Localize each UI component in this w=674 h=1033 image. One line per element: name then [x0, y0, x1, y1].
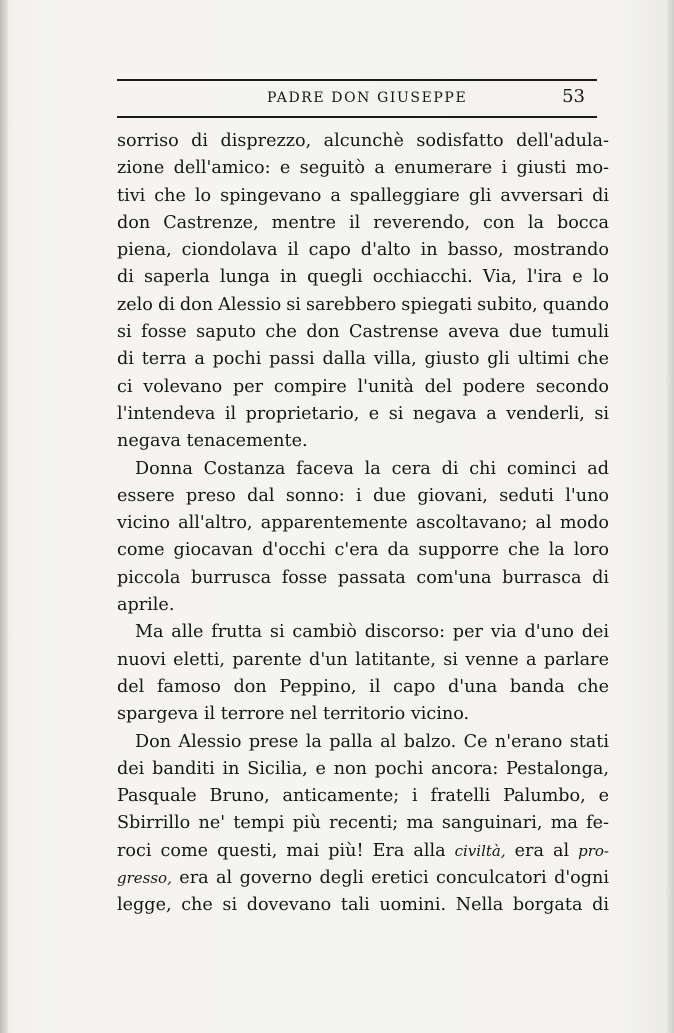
text-segment: roci come questi, mai più! Era alla — [117, 840, 455, 861]
text-line: Sbirrillo ne' tempi più recenti; ma sanguinari, ma fe- — [117, 813, 609, 834]
text-line: si fosse saputo che don Castrense aveva due tumuli — [117, 322, 609, 343]
page-number: 53 — [562, 86, 585, 107]
body-text — [117, 128, 609, 920]
text-line: piena, ciondolava il capo d'alto in basso, mostrando — [117, 240, 609, 261]
paragraph-start-line: Ma alle frutta si cambiò discorso: per via d'uno dei — [135, 622, 609, 643]
header-bottom-rule — [117, 116, 597, 118]
text-line: sorriso di disprezzo, alcunchè sodisfatto dell'adula- — [117, 131, 609, 151]
paragraph-start-line: Donna Costanza faceva la cera di chi cominci ad — [135, 458, 609, 479]
italic-word: civiltà, — [454, 841, 506, 860]
text-line: nuovi eletti, parente d'un latitante, si venne a parlare — [117, 649, 609, 670]
text-line: di terra a pochi passi dalla villa, giusto gli ultimi che — [117, 349, 609, 370]
text-line: dei banditi in Sicilia, e non pochi ancora: Pestalonga, — [117, 758, 609, 779]
text-line: vicino all'altro, apparentemente ascoltavano; al modo — [117, 513, 609, 534]
text-line: don Castrenze, mentre il reverendo, con la bocca — [117, 212, 609, 233]
text-line: come giocavan d'occhi c'era da supporre che la loro — [117, 540, 609, 561]
text-line: l'intendeva il proprietario, e si negava a venderli, si — [117, 403, 609, 424]
text-line: legge, che si dovevano tali uomini. Nella borgata di — [117, 895, 609, 916]
paragraph-start-line: Don Alessio prese la palla al balzo. Ce n'erano stati — [135, 731, 609, 752]
text-line: spargeva il terrore nel territorio vicino. — [117, 704, 470, 725]
text-line-with-italics — [117, 838, 609, 865]
text-line: del famoso don Peppino, il capo d'una banda che — [117, 676, 609, 697]
text-line-with-italics — [117, 865, 609, 892]
text-line: di saperla lunga in quegli occhiacchi. Via, l'ira e lo — [117, 267, 609, 288]
text-segment: era al — [505, 840, 579, 861]
page-right-edge — [664, 0, 674, 1033]
text-line: negava tenacemente. — [117, 431, 308, 452]
running-header — [117, 88, 597, 108]
text-line: ci volevano per compire l'unità del podere secondo — [117, 376, 609, 397]
text-segment: era al governo degli eretici conculcatori d'ogni — [171, 868, 609, 889]
italic-word: gresso, — [117, 869, 172, 888]
text-line: tivi che lo spingevano a spalleggiare gli avversari di — [117, 185, 609, 206]
text-line: piccola burrusca fosse passata com'una burrasca di — [117, 567, 609, 588]
italic-word: pro- — [578, 841, 609, 860]
text-line: Pasquale Bruno, anticamente; i fratelli Palumbo, e — [117, 786, 609, 807]
page-left-edge — [0, 0, 8, 1033]
text-line: essere preso dal sonno: i due giovani, seduti l'uno — [117, 485, 609, 506]
header-top-rule — [117, 79, 597, 81]
text-line: aprile. — [117, 595, 175, 616]
text-line: zione dell'amico: e seguitò a enumerare i giusti mo- — [117, 158, 609, 179]
text-line: zelo di don Alessio si sarebbero spiegati subito, quando — [117, 294, 609, 315]
running-title: PADRE DON GIUSEPPE — [267, 90, 468, 106]
